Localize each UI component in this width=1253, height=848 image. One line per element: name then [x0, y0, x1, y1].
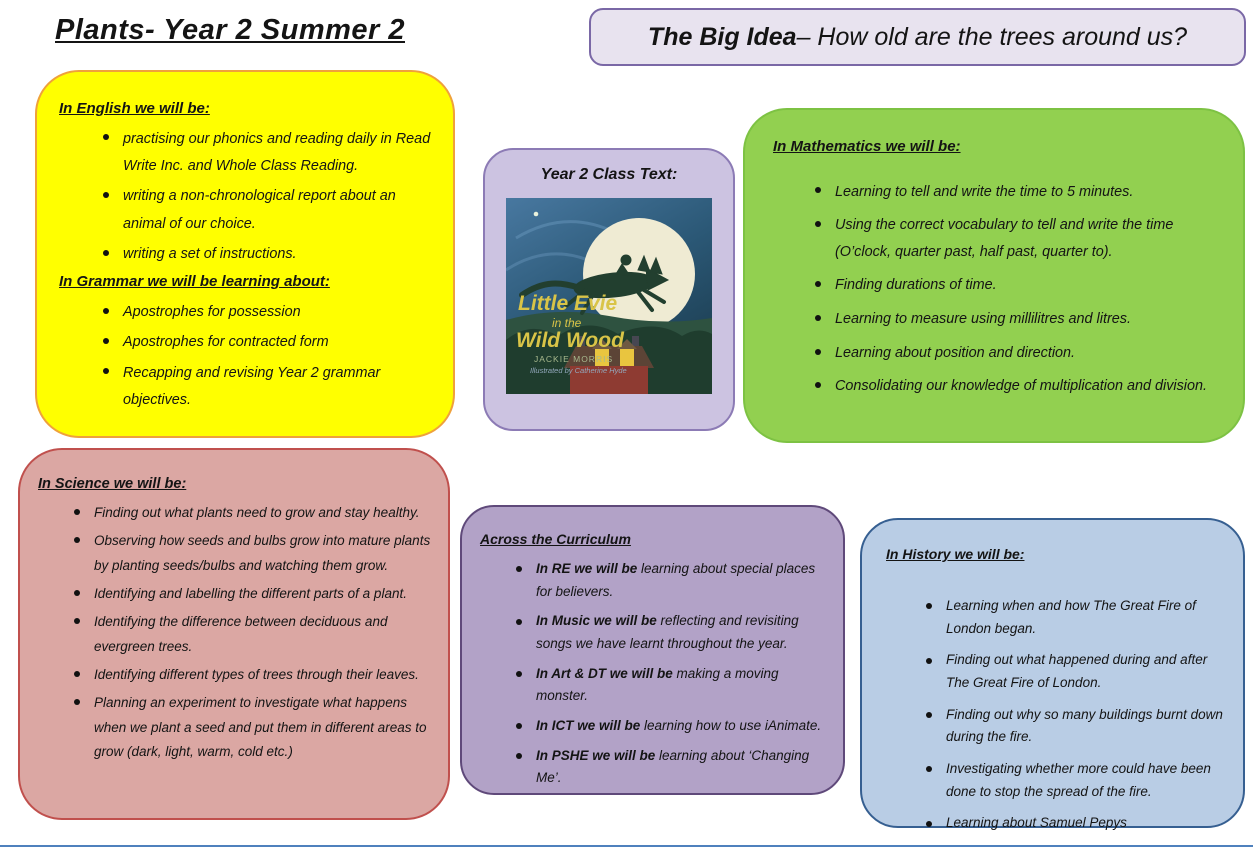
bullet-item: Apostrophes for contracted form	[101, 329, 439, 356]
class-text-box	[483, 148, 735, 431]
bullet-item: Finding durations of time.	[813, 272, 1225, 299]
bullet-item: In RE we will be learning about special places for believers.	[514, 558, 831, 603]
science-heading: In Science we will be:	[38, 476, 187, 492]
maths-heading: In Mathematics we will be:	[773, 138, 961, 155]
bullet-item: Identifying the difference between deciduous and evergreen trees.	[72, 610, 438, 660]
big-idea-label: The Big Idea	[647, 22, 797, 51]
english-bullet-list	[59, 126, 439, 269]
across-curriculum-heading: Across the Curriculum	[480, 531, 631, 547]
science-box	[18, 448, 450, 820]
book-title-line2: in the	[552, 316, 582, 330]
history-box	[860, 518, 1245, 831]
bullet-item: practising our phonics and reading daily in Read Write Inc. and Whole Class Reading.	[101, 126, 439, 181]
english-box	[35, 70, 455, 438]
book-cover-illustration	[506, 198, 712, 394]
big-idea-banner	[589, 8, 1246, 66]
book-illustrator: Illustrated by Catherine Hyde	[530, 366, 627, 375]
bullet-item: Learning when and how The Great Fire of London began.	[924, 595, 1231, 640]
bullet-item: In Music we will be reflecting and revisiting songs we have learnt throughout the year.	[514, 610, 831, 655]
bullet-item: In ICT we will be learning how to use iAnimate.	[514, 715, 831, 738]
history-bullet-list	[886, 595, 1231, 835]
bullet-item: Planning an experiment to investigate what happens when we plant a seed and put them in different areas to grow (dark, light, warm, cold etc.)	[72, 691, 438, 766]
bullet-item: Identifying and labelling the different parts of a plant.	[72, 582, 438, 607]
bullet-item: Recapping and revising Year 2 grammar objectives.	[101, 360, 439, 415]
bullet-item: Learning to measure using millilitres and litres.	[813, 306, 1225, 333]
big-idea-question: – How old are the trees around us?	[796, 22, 1188, 51]
maths-box	[743, 108, 1245, 443]
science-bullet-list	[38, 501, 438, 766]
across-curriculum-box	[460, 505, 845, 795]
grammar-heading: In Grammar we will be learning about:	[59, 273, 330, 291]
page-bottom-rule	[0, 845, 1253, 847]
history-heading: In History we will be:	[886, 546, 1025, 562]
bullet-item: In Art & DT we will be making a moving monster.	[514, 663, 831, 708]
bullet-item: Learning about Samuel Pepys	[924, 812, 1231, 835]
bullet-item: Finding out what plants need to grow and stay healthy.	[72, 501, 438, 526]
bullet-item: Investigating whether more could have been done to stop the spread of the fire.	[924, 758, 1231, 803]
class-text-heading: Year 2 Class Text:	[540, 166, 678, 183]
bullet-item: Consolidating our knowledge of multiplication and division.	[813, 373, 1225, 400]
grammar-bullet-list	[59, 299, 439, 414]
page-title: Plants- Year 2 Summer 2	[55, 14, 405, 46]
bullet-item: Learning about position and direction.	[813, 340, 1225, 367]
book-author: JACKIE MORRIS	[534, 354, 614, 364]
book-title-line3: Wild Wood	[516, 329, 624, 352]
bullet-item: writing a non-chronological report about an animal of our choice.	[101, 183, 439, 238]
star	[534, 212, 539, 217]
bullet-item: Identifying different types of trees through their leaves.	[72, 663, 438, 688]
bullet-item: Apostrophes for possession	[101, 299, 439, 326]
english-heading: In English we will be:	[59, 100, 210, 117]
bullet-item: Finding out why so many buildings burnt down during the fire.	[924, 704, 1231, 749]
bullet-item: Learning to tell and write the time to 5 minutes.	[813, 179, 1225, 206]
curriculum-bullet-list	[480, 558, 831, 790]
bullet-item: Observing how seeds and bulbs grow into mature plants by planting seeds/bulbs and watching them grow.	[72, 529, 438, 579]
book-cover	[506, 198, 712, 394]
bullet-item: writing a set of instructions.	[101, 241, 439, 268]
maths-bullet-list	[773, 179, 1225, 400]
book-title-line1: Little Evie	[518, 292, 618, 315]
bullet-item: Using the correct vocabulary to tell and write the time (O’clock, quarter past, half past, quarter to).	[813, 212, 1225, 265]
bullet-item: In PSHE we will be learning about ‘Changing Me’.	[514, 745, 831, 790]
bullet-item: Finding out what happened during and after The Great Fire of London.	[924, 649, 1231, 694]
